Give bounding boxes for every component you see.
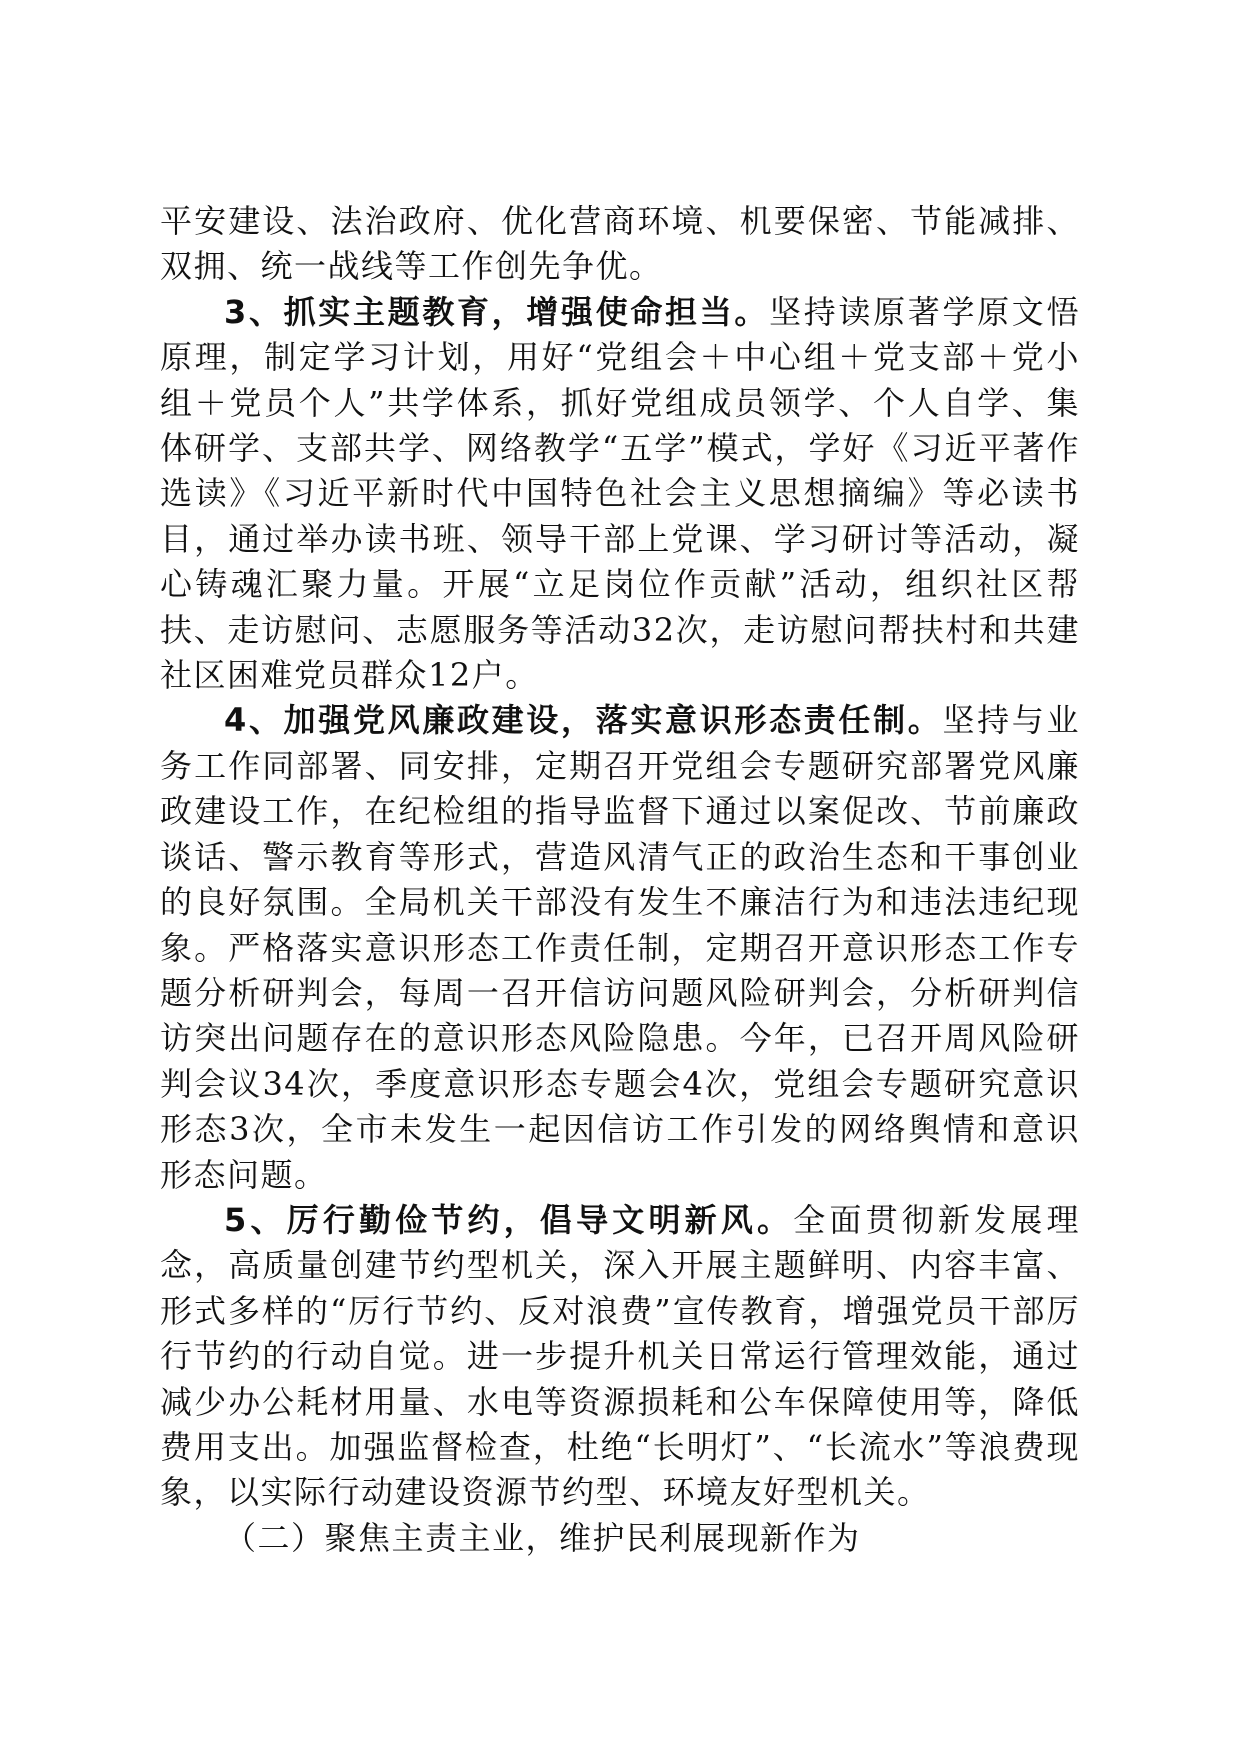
paragraph-lead: 5、厉行勤俭节约，倡导文明新风。 [224,1200,794,1239]
paragraph-theme-education [160,290,1080,699]
paragraph-text: 坚持读原著学原文悟原理，制定学习计划，用好“党组会＋中心组＋党支部＋党小组＋党员个人”共学体系，抓好党组成员领学、个人自学、集体研学、支部共学、网络教学“五学”模式，学好《习近平著作选读》《习近平新时代中国特色社会主义思想摘编》等必读书目，通过举办读书班、领导干部上党课、学习研讨等活动，凝心铸魂汇聚力量。开展“立足岗位作贡献”活动，组织社区帮扶、走访慰问、志愿服务等活动32次，走访慰问帮扶村和共建社区困难党员群众12户。 [160,292,1080,695]
paragraph-lead: 3、抓实主题教育，增强使命担当。 [224,292,770,331]
paragraph-thrift [160,1198,1080,1516]
section-heading: （二）聚焦主责主业，维护民利展现新作为 [224,1518,861,1557]
document-body [160,199,1080,1561]
paragraph-continuation [160,199,1080,290]
paragraph-text: 坚持与业务工作同部署、同安排，定期召开党组会专题研究部署党风廉政建设工作，在纪检组的指导监督下通过以案促改、节前廉政谈话、警示教育等形式，营造风清气正的政治生态和干事创业的良好氛围。全局机关干部没有发生不廉洁行为和违法违纪现象。严格落实意识形态工作责任制，定期召开意识形态工作专题分析研判会，每周一召开信访问题风险研判会，分析研判信访突出问题存在的意识形态风险隐患。今年，已召开周风险研判会议34次，季度意识形态专题会4次，党组会专题研究意识形态3次，全市未发生一起因信访工作引发的网络舆情和意识形态问题。 [160,701,1080,1194]
paragraph-text: 全面贯彻新发展理念，高质量创建节约型机关，深入开展主题鲜明、内容丰富、形式多样的“厉行节约、反对浪费”宣传教育，增强党员干部厉行节约的行动自觉。进一步提升机关日常运行管理效能，通过减少办公耗材用量、水电等资源损耗和公车保障使用等，降低费用支出。加强监督检查，杜绝“长明灯”、“长流水”等浪费现象，以实际行动建设资源节约型、环境友好型机关。 [160,1200,1080,1512]
paragraph-clean-government [160,698,1080,1197]
paragraph-text: 平安建设、法治政府、优化营商环境、机要保密、节能减排、双拥、统一战线等工作创先争优。 [160,202,1080,286]
paragraph-lead: 4、加强党风廉政建设，落实意识形态责任制。 [224,701,943,740]
